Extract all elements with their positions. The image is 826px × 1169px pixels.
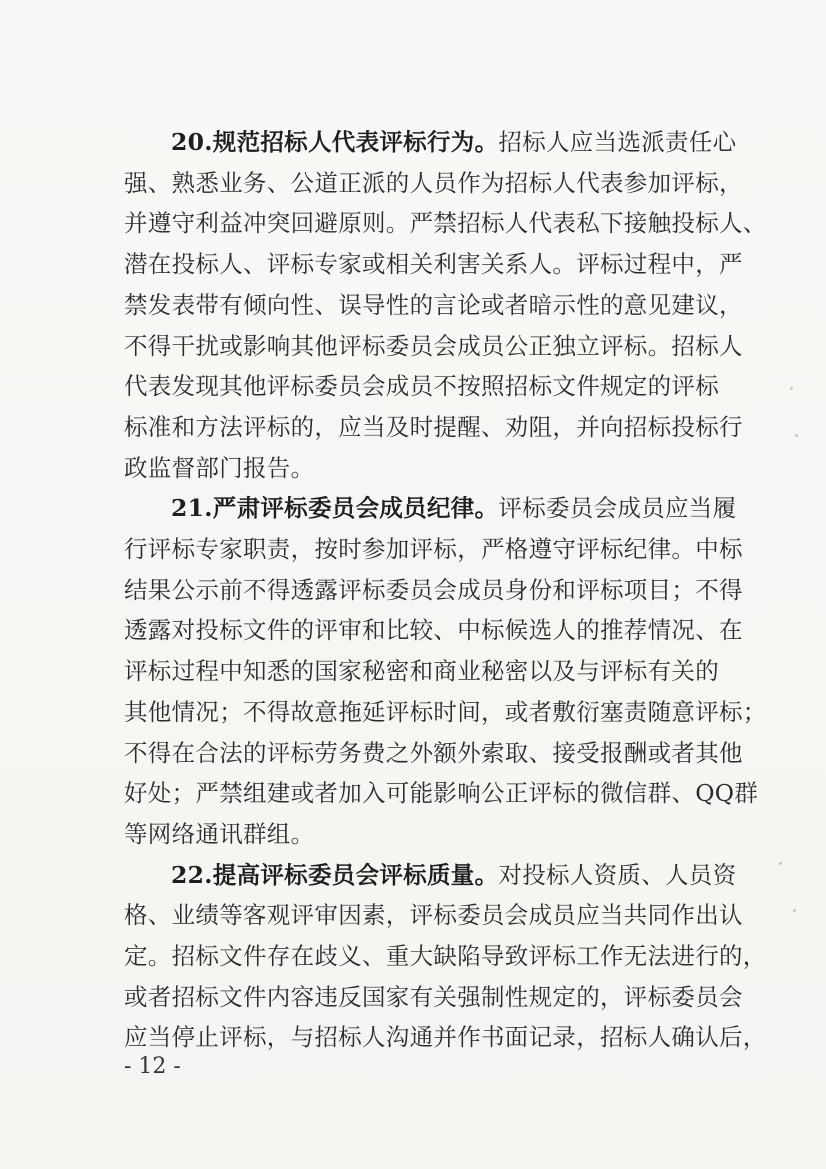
section-heading: 20.规范招标人代表评标行为。 — [171, 128, 499, 156]
paragraph-line: 结果公示前不得透露评标委员会成员身份和评标项目；不得 — [124, 575, 743, 604]
paragraph-line: 评标过程中知悉的国家秘密和商业秘密以及与评标有关的 — [124, 657, 719, 686]
paragraph-line: 21.严肃评标委员会成员纪律。评标委员会成员应当履 — [171, 494, 737, 523]
scan-speck — [795, 434, 798, 437]
paragraph-line: 行评标专家职责，按时参加评标，严格遵守评标纪律。中标 — [124, 535, 743, 564]
paragraph-line: 好处；严禁组建或者加入可能影响公正评标的微信群、QQ群 — [124, 779, 759, 808]
paragraph-line: 其他情况；不得故意拖延评标时间，或者敷衍塞责随意评标； — [124, 697, 767, 726]
scan-speck — [779, 862, 782, 865]
section-heading: 21.严肃评标委员会成员纪律。 — [171, 494, 499, 523]
section-21 — [124, 488, 767, 854]
section-22 — [124, 855, 767, 1059]
scan-speck — [793, 909, 796, 912]
paragraph-line: 定。招标文件存在歧义、重大缺陷导致评标工作无法进行的， — [124, 942, 767, 971]
paragraph-line: 标准和方法评标的，应当及时提醒、劝阻，并向招标投标行 — [124, 412, 743, 441]
paragraph-line: 代表发现其他评标委员会成员不按照招标文件规定的评标 — [124, 372, 719, 401]
section-heading: 22.提高评标委员会评标质量。 — [171, 860, 499, 889]
paragraph-line: 不得在合法的评标劳务费之外额外索取、接受报酬或者其他 — [124, 738, 743, 767]
paragraph-line: 政监督部门报告。 — [124, 453, 315, 482]
scan-speck — [790, 387, 793, 390]
paragraph-line: 应当停止评标，与招标人沟通并作书面记录，招标人确认后， — [124, 1023, 767, 1052]
paragraph-line: 不得干扰或影响其他评标委员会成员公正独立评标。招标人 — [124, 331, 743, 360]
paragraph-line: 格、业绩等客观评审因素，评标委员会成员应当共同作出认 — [124, 901, 743, 930]
section-20 — [124, 122, 767, 488]
paragraph-line: 等网络通讯群组。 — [124, 819, 315, 848]
paragraph-line: 或者招标文件内容违反国家有关强制性规定的，评标委员会 — [124, 982, 743, 1011]
paragraph-line: 禁发表带有倾向性、误导性的言论或者暗示性的意见建议， — [124, 290, 743, 319]
paragraph-line: 22.提高评标委员会评标质量。对投标人资质、人员资 — [171, 860, 737, 889]
body-text — [124, 122, 767, 1058]
paragraph-line: 透露对投标文件的评审和比较、中标候选人的推荐情况、在 — [124, 616, 743, 645]
paragraph-line: 强、熟悉业务、公道正派的人员作为招标人代表参加评标， — [124, 168, 743, 197]
page-number: - 12 - — [124, 1054, 181, 1079]
paragraph-line: 20.规范招标人代表评标行为。招标人应当选派责任心 — [171, 128, 737, 156]
paragraph-line: 潜在投标人、评标专家或相关利害关系人。评标过程中，严 — [124, 250, 743, 279]
paragraph-line: 并遵守利益冲突回避原则。严禁招标人代表私下接触投标人、 — [124, 209, 767, 238]
